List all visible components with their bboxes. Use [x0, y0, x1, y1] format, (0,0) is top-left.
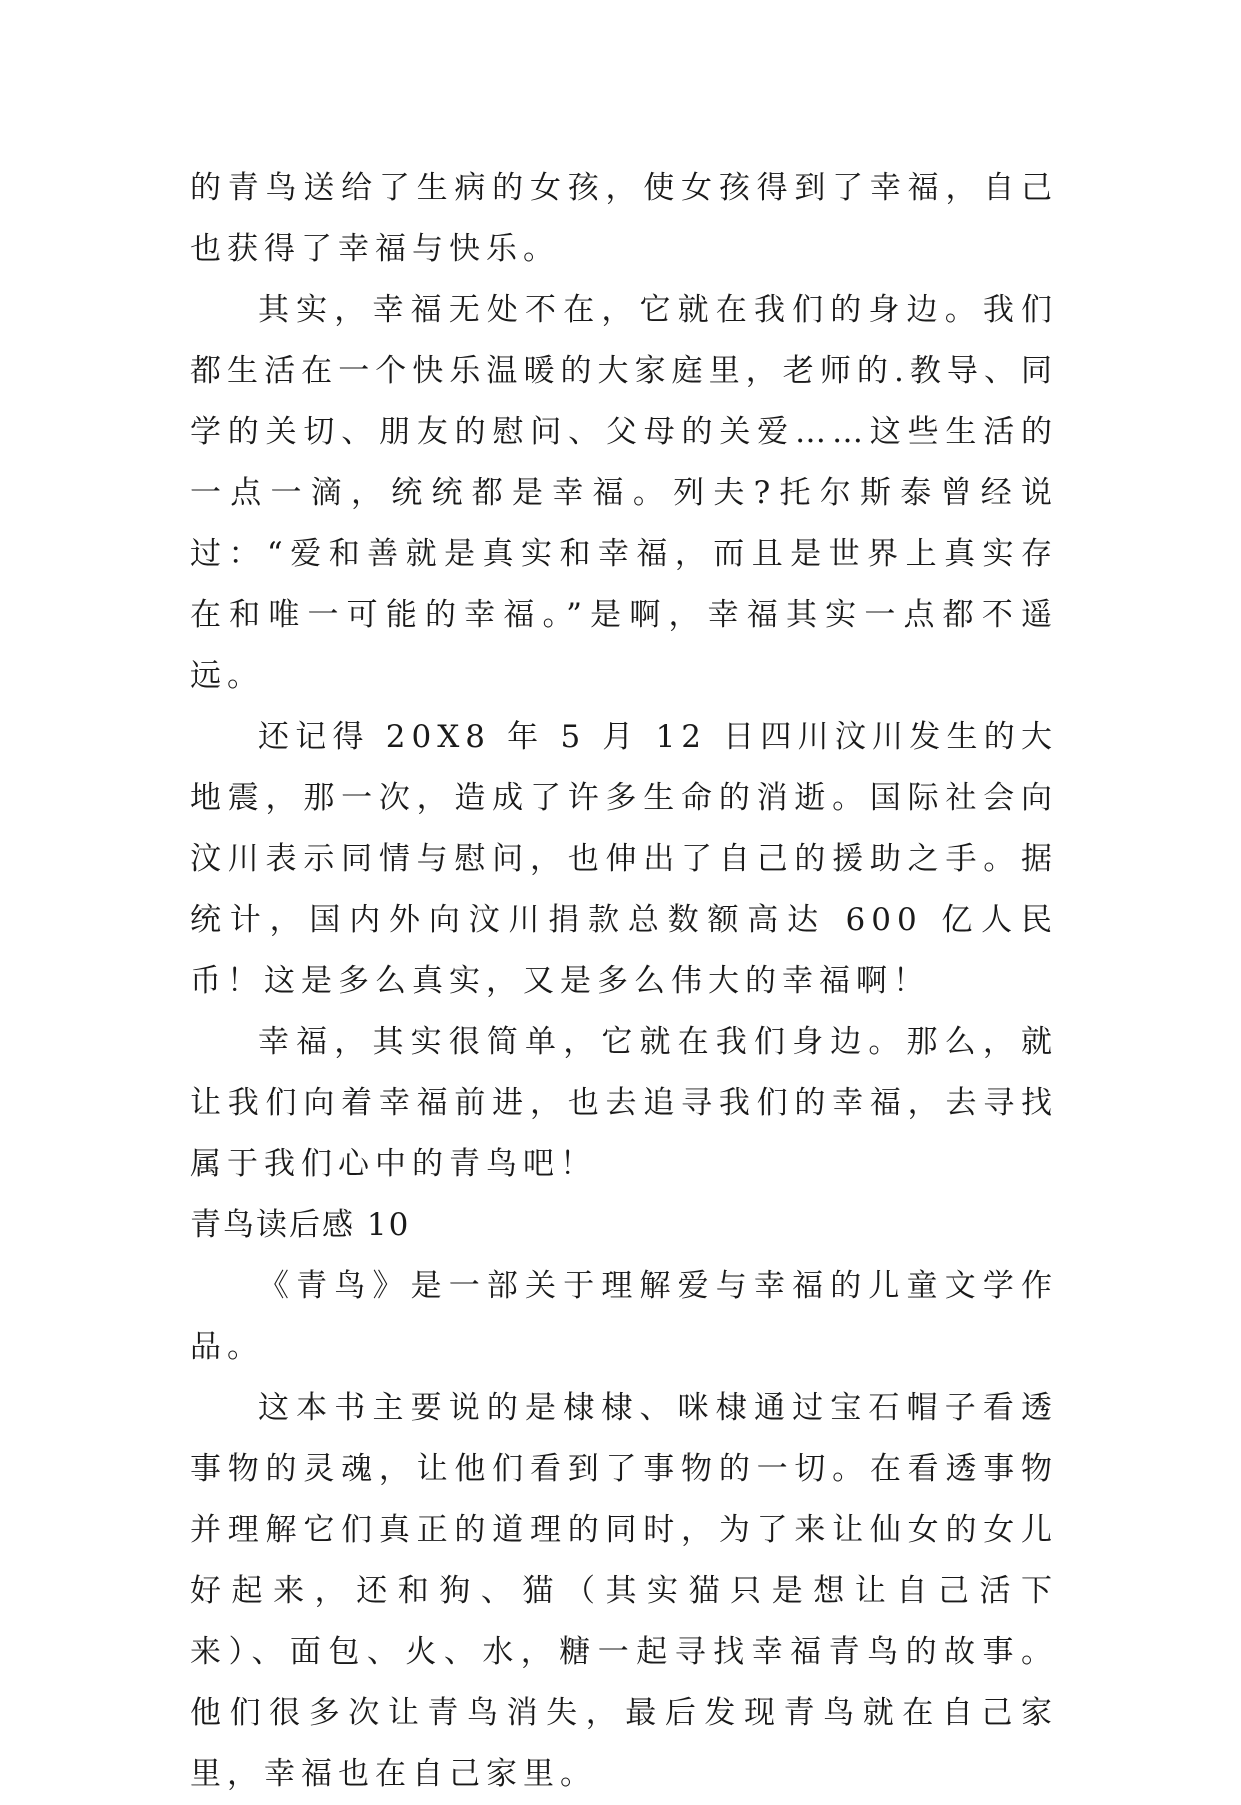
- paragraph-summary: 这本书主要说的是棣棣、咪棣通过宝石帽子看透事物的灵魂，让他们看到了事物的一切。在看透事物并理解它们真正的道理的同时，为了来让仙女的女儿好起来，还和狗、猫（其实猫只是想让自己活下来）、面包、火、水，糖一起寻找幸福青鸟的故事。他们很多次让青鸟消失，最后发现青鸟就在自己家里，幸福也在自己家里。: [190, 1390, 1058, 1792]
- paragraph-earthquake: 还记得 20X8 年 5 月 12 日四川汶川发生的大地震，那一次，造成了许多生命的消逝。国际社会向汶川表示同情与慰问，也伸出了自己的援助之手。据统计，国内外向汶川捐款总数额高达 600 亿人民币！这是多么真实，又是多么伟大的幸福啊！: [190, 719, 1058, 999]
- paragraph-continuation: 的青鸟送给了生病的女孩，使女孩得到了幸福，自己也获得了幸福与快乐。: [190, 170, 1058, 267]
- document-body: [190, 158, 1058, 1805]
- section-heading: 青鸟读后感 10: [190, 1207, 411, 1243]
- paragraph-conclusion: 幸福，其实很简单，它就在我们身边。那么，就让我们向着幸福前进，也去追寻我们的幸福，去寻找属于我们心中的青鸟吧！: [190, 1024, 1058, 1182]
- paragraph-happiness-everywhere: 其实，幸福无处不在，它就在我们的身边。我们都生活在一个快乐温暖的大家庭里，老师的.教导、同学的关切、朋友的慰问、父母的关爱……这些生活的一点一滴，统统都是幸福。列夫?托尔斯泰曾经说过：“爱和善就是真实和幸福，而且是世界上真实存在和唯一可能的幸福。”是啊，幸福其实一点都不遥远。: [190, 292, 1058, 694]
- paragraph-intro: 《青鸟》是一部关于理解爱与幸福的儿童文学作品。: [190, 1268, 1058, 1365]
